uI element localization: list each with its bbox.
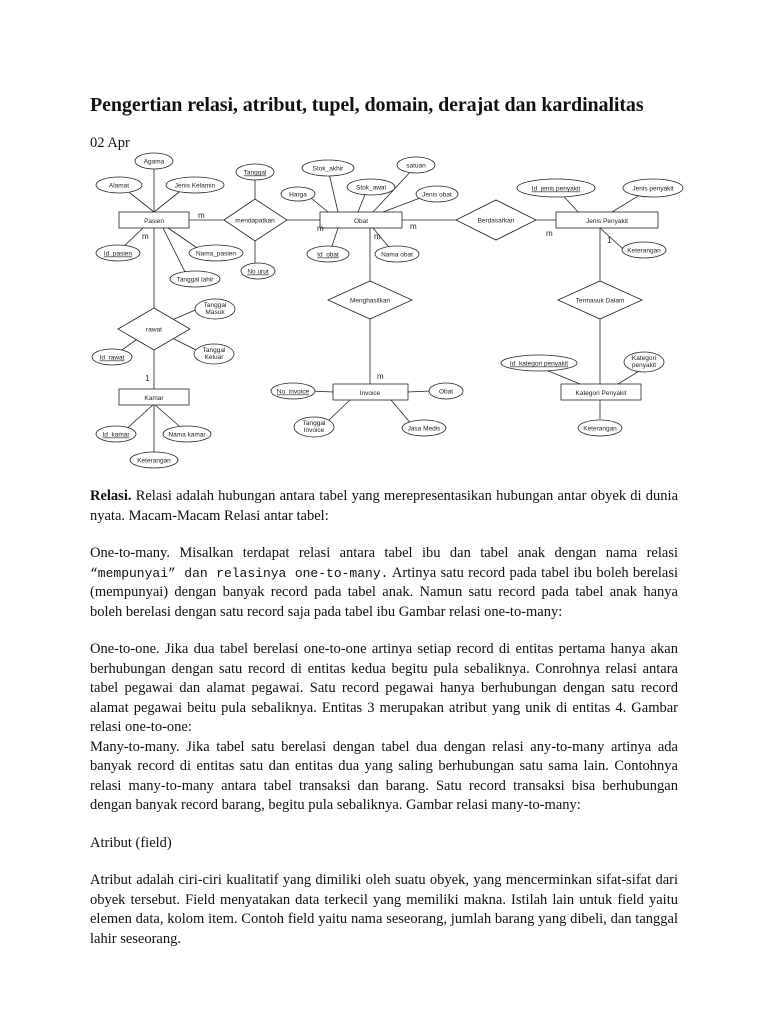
relation-berdasarkan-label: Berdasarkan [477,217,515,225]
cardinality-pasien-below: m [142,232,149,241]
relasi-text: Relasi adalah hubungan antara tabel yang merepresentasikan hubungan antar obyek di dunia nyata. Macam-Macam Relasi antar tabel: [90,488,678,524]
attr-id-pasien-label: Id_pasien [103,250,133,258]
attr-jenis-obat-label: Jenis obat [422,191,452,199]
attr-keterangan-jenis-penyakit-label: Keterangan [627,247,661,255]
paragraph-atribut: Atribut adalah ciri-ciri kualitatif yang dimiliki oleh suatu obyek, yang mencerminkan sifat-sifat dari obyek tersebut. Field menyatakan data terkecil yang memiliki makna. Istilah lain untuk field yaitu elemen data, kolom item. Contoh field yaitu nama seseorang, jumlah barang yang dibeli, dan tanggal lahir seseorang. [90,872,678,947]
attr-id-kategori-penyakit-label: Id_kategori penyakit [509,360,569,368]
relation-termasuk-dalam-label: Termasuk Dalam [575,297,625,305]
attr-keterangan-kamar-label: Keterangan [137,457,171,465]
relation-rawat-label: rawat [146,326,162,334]
entity-kategori-penyakit-label: Kategori Penyakit [575,390,627,397]
article-title: Pengertian relasi, atribut, tupel, domain, derajat dan kardinalitas [90,94,644,116]
attr-tanggal-invoice-label-2: Invoice [303,427,325,434]
entity-jenis-penyakit-label: Jenis Penyakit [586,218,628,225]
one-to-many-code: “mempunyai” dan relasinya one-to-many. [90,565,389,581]
article-date: 02 Apr [90,135,130,151]
paragraph-relasi [90,487,678,526]
entity-invoice-label: Invoice [359,390,381,397]
paragraph-one-to-one: One-to-one. Jika dua tabel berelasi one-to-one artinya setiap record di entitas pertama hanya akan berhubungan dengan satu record di entitas kedua begitu pula sebaliknya. Conrohnya relasi antara tabel pegawai dan alamat pegawai. Satu record pegawai hanya berhubungan dengan satu record alamat pegawai beitu pula sebaliknya. Entitas 3 merupakan atribut yang unik di entitas 4. Gambar relasi one-to-one: [90,641,678,735]
relation-menghasilkan-label: Menghasilkan [349,297,391,305]
attr-id-jenis-penyakit-label: Id_jenis penyakit [531,185,581,193]
attr-stok-awal-label: Stok_awal [356,184,386,192]
cardinality-invoice: m [377,372,384,381]
attr-jenis-kelamin-label: Jenis Kelamin [174,182,216,190]
attr-tanggal-keluar-label-1: Tanggal [202,347,226,354]
one-to-many-text-2: Artinya satu record pada tabel ibu boleh berelasi (mempunyai) dengan banyak record pada tabel anak. Namun satu record pada tabel anak hanya boleh berelasi dengan satu record saja pada tabel ibu Gambar relasi one-to-many: [90,564,678,620]
relasi-label: Relasi. [90,488,132,504]
entity-pasien-label: Pasien [144,218,164,225]
cardinality-obat-right: m [410,222,417,231]
entity-obat-label: Obat [353,218,369,225]
relation-mendapatkan-label: mendapatkan [235,217,275,225]
attr-tanggal-label: Tanggal [243,169,267,177]
attr-tanggal-lahir-label: Tanggal lahir [176,276,214,284]
entity-kamar-label: Kamar [144,395,164,402]
attr-kategori-penyakit-label-2: penyakit [631,362,657,369]
er-diagram [88,152,708,472]
attr-keterangan-kategori-label: Keterangan [583,425,617,433]
attr-jenis-penyakit-label: Jenis penyakit [632,185,674,193]
article-body [90,487,678,949]
attr-tanggal-keluar-label-2: Keluar [204,354,224,361]
attr-id-kamar-label: Id_kamar [102,431,130,439]
cardinality-kamar: 1 [145,374,150,383]
attr-nama-pasien-label: Nama_pasien [195,250,237,258]
attr-nama-obat-label: Nama obat [381,251,413,259]
attr-tanggal-invoice-label-1: Tanggal [302,420,326,427]
attr-nama-kamar-label: Nama kamar [168,431,206,439]
heading-atribut: Atribut (field) [90,834,172,851]
one-to-many-text-1: One-to-many. Misalkan terdapat relasi antara tabel ibu dan tabel anak dengan nama relasi [90,545,678,561]
attr-id-obat-label: Id_obat [317,251,339,259]
cardinality-obat-below: m [374,232,381,241]
attr-no-invoice-label: No_invoice [276,388,310,396]
attr-tanggal-masuk-label-2: Masuk [205,309,225,316]
attr-id-rawat-label: Id_rawat [99,354,125,362]
cardinality-pasien-right: m [198,211,205,220]
attr-harga-label: Harga [289,191,307,199]
attr-kategori-penyakit-label-1: Kategori [631,355,657,362]
attr-jasa-medis-label: Jasa Medis [407,425,441,433]
attr-alamat-label: Alamat [108,182,130,190]
attr-no-urut-label: No urut [247,268,269,276]
attr-obat-label: Obat [438,388,454,396]
attr-stok-akhir-label: Stok_akhir [312,165,344,173]
cardinality-jenis-penyakit-left: m [546,229,553,238]
attr-tanggal-masuk-label-1: Tanggal [203,302,227,309]
attr-agama-label: Agama [143,158,165,166]
attr-satuan-label: satuan [406,162,426,170]
paragraph-many-to-many: Many-to-many. Jika tabel satu berelasi dengan tabel dua dengan relasi any-to-many artinya ada banyak record di entitas satu dan entitas dua yang saling berhubungan satu sama lain. Contohnya relasi many-to-many antara tabel transaksi dan barang. Satu record transaksi bisa berhubungan dengan banyak record barang, begitu pula sebaliknya. Gambar relasi many-to-many: [90,738,678,813]
paragraph-one-to-many [90,544,678,622]
cardinality-obat-left: m [317,224,324,233]
cardinality-jenis-penyakit-below: 1 [607,236,612,245]
